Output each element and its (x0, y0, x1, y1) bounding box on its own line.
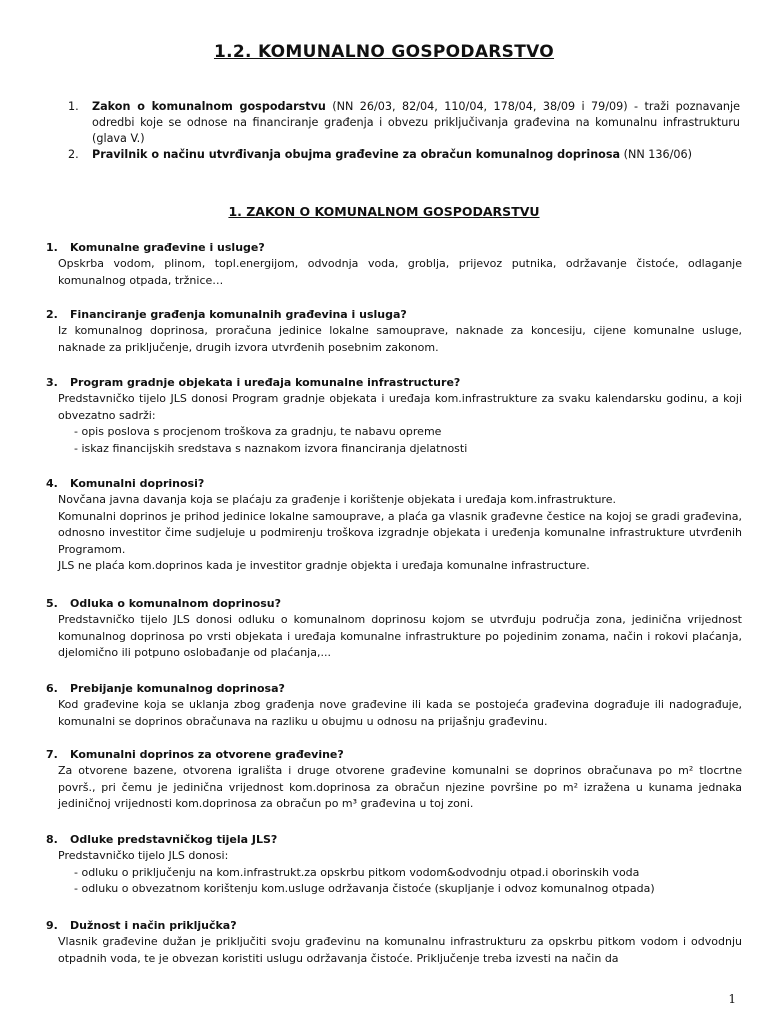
question-block (46, 747, 742, 813)
reference-item (68, 99, 740, 147)
question-block (46, 681, 742, 730)
answer (46, 934, 742, 967)
question-text: Prebijanje komunalnog doprinosa? (70, 682, 285, 695)
answer (46, 256, 742, 289)
question-text: Financiranje građenja komunalnih građevina i usluga? (70, 308, 407, 321)
question-number: 9. (46, 919, 58, 932)
answer-paragraph: Komunalni doprinos je prihod jedinice lokalne samouprave, a plaća ga vlasnik građevne čestice na kojoj se gradi građevina, odnosno investitor čime sudjeluje u podmirenju troškova izgradnje objekata i uređenja komunalne infrastrukture utvrđenih Programom. (58, 509, 742, 556)
question-text: Komunalne građevine i usluge? (70, 241, 265, 254)
answer (46, 391, 742, 457)
question-heading (46, 681, 742, 697)
question-number: 4. (46, 477, 58, 490)
question-heading (46, 596, 742, 612)
question-number: 6. (46, 682, 58, 695)
answer-paragraph: Novčana javna davanja koja se plaćaju za građenje i korištenje objekata i uređaja kom.infrastrukture. (58, 493, 616, 507)
reference-title: Zakon o komunalnom gospodarstvu (92, 100, 326, 113)
reference-list (68, 99, 740, 163)
question-text: Program gradnje objekata i uređaja komunalne infrastructure? (70, 376, 461, 389)
question-text: Komunalni doprinos za otvorene građevine? (70, 748, 344, 761)
answer-paragraph: JLS ne plaća kom.doprinos kada je investitor gradnje objekta i uređaja komunalne infrastructure. (58, 559, 590, 573)
question-block (46, 240, 742, 289)
question-text: Dužnost i način priključka? (70, 919, 237, 932)
answer (46, 848, 742, 897)
question-heading (46, 240, 742, 256)
answer-list-item: - iskaz financijskih sredstava s naznakom izvora financiranja djelatnosti (74, 441, 468, 455)
answer (46, 763, 742, 812)
question-text: Odluke predstavničkog tijela JLS? (70, 833, 278, 846)
question-block (46, 375, 742, 457)
question-number: 3. (46, 376, 58, 389)
question-block (46, 476, 742, 574)
question-text: Odluka o komunalnom doprinosu? (70, 597, 282, 610)
question-block (46, 918, 742, 967)
question-number: 1. (46, 241, 58, 254)
question-number: 8. (46, 833, 58, 846)
reference-number: 1. (68, 100, 79, 113)
answer (46, 323, 742, 356)
answer-paragraph: Opskrba vodom, plinom, topl.energijom, odvodnja voda, groblja, prijevoz putnika, održavanje čistoće, odlaganje komunalnog otpada, tržnice… (58, 257, 742, 287)
question-block (46, 307, 742, 356)
question-number: 7. (46, 748, 58, 761)
page-number: 1 (728, 992, 736, 1006)
answer-paragraph: Predstavničko tijelo JLS donosi: (58, 849, 229, 863)
question-number: 2. (46, 308, 58, 321)
question-heading (46, 918, 742, 934)
answer-paragraph: Iz komunalnog doprinosa, proračuna jedinice lokalne samouprave, naknade za koncesiju, cijene komunalne usluge, naknade za priključenje, drugih izvora utvrđenih posebnim zakonom. (58, 324, 742, 354)
question-block (46, 832, 742, 898)
answer-paragraph: Kod građevine koja se uklanja zbog građenja nove građevine ili kada se postojeća građevina dograđuje ili nadograđuje, komunalni se doprinos obračunava na razliku u obujmu u odnosu na prijašnju građevinu. (58, 698, 742, 728)
page-title: 1.2. KOMUNALNO GOSPODARSTVO (213, 42, 555, 62)
answer (46, 697, 742, 730)
answer-paragraph: Za otvorene bazene, otvorena igrališta i druge otvorene građevine komunalni se doprinos obračunava po m² tlocrtne površ., pri čemu je jedinična vrijednost kom.doprinosa za obračun njezine površine po m² izražena u kunama jednaka jediničnoj vrijednosti kom.doprinosa za obračun po m³ građevina u toj zoni. (58, 764, 742, 811)
reference-item (68, 147, 740, 163)
answer (46, 612, 742, 661)
answer-list-item: - odluku o priključenju na kom.infrastrukt.za opskrbu pitkom vodom&odvodnju otpad.i oborinskih voda (74, 865, 640, 879)
section-title-text: 1. ZAKON O KOMUNALNOM GOSPODARSTVU (228, 204, 540, 219)
answer-paragraph: Predstavničko tijelo JLS donosi Program gradnje objekata i uređaja kom.infrastrukture za svaku kalendarsku godinu, a koji obvezatno sadrži: (58, 392, 742, 422)
reference-details: (NN 26/03, 82/04, 110/04, 178/04, 38/09 i 79/09) - traži poznavanje odredbi koje se odnose na financiranje građenja i obvezu priključivanja građevina na komunalnu infrastrukturu (glava V.) (92, 100, 741, 145)
answer-list-item: - opis poslova s procjenom troškova za gradnju, te nabavu opreme (74, 425, 442, 439)
section-title (0, 204, 768, 219)
question-text: Komunalni doprinosi? (70, 477, 205, 490)
question-heading (46, 307, 742, 323)
question-number: 5. (46, 597, 58, 610)
reference-title: Pravilnik o načinu utvrđivanja obujma građevine za obračun komunalnog doprinosa (92, 148, 621, 161)
reference-details: (NN 136/06) (620, 148, 693, 161)
question-heading (46, 375, 742, 391)
question-block (46, 596, 742, 662)
answer-list-item: - odluku o obvezatnom korištenju kom.usluge održavanja čistoće (skupljanje i odvoz komunalnog otpada) (74, 882, 655, 896)
question-heading (46, 832, 742, 848)
answer-paragraph: Predstavničko tijelo JLS donosi odluku o komunalnom doprinosu kojom se utvrđuju područja zona, jedinična vrijednost komunalnog doprinosa po vrsti objekata i uređaja komunalne infrastrukture po pojedinim zonama, način i rokovi plaćanja, djelomično ili potpuno oslobađanje od plaćanja,... (58, 613, 742, 660)
question-heading (46, 476, 742, 492)
answer-paragraph: Vlasnik građevine dužan je priključiti svoju građevinu na komunalnu infrastrukturu za opskrbu pitkom vodom i odvodnju otpadnih voda, te je obvezan koristiti uslugu održavanja čistoće. Priključenje treba izvesti na način da (58, 935, 742, 965)
answer (46, 492, 742, 574)
reference-number: 2. (68, 148, 79, 161)
question-heading (46, 747, 742, 763)
